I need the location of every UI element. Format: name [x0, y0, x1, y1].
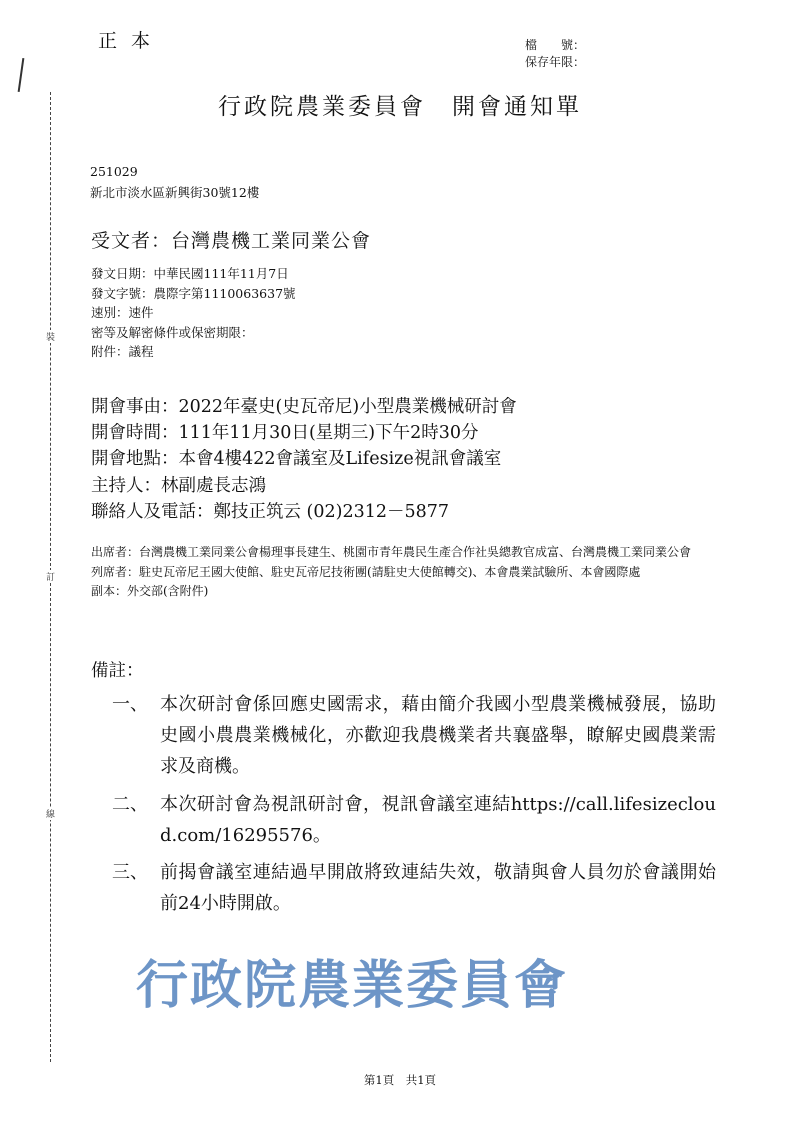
notes-title: 備註：: [91, 661, 144, 681]
note-item: [112, 789, 716, 851]
note-text: 本次研討會為視訊研討會，視訊會議室連結https://call.lifesizecloud.com/16295576。: [160, 794, 716, 846]
meeting-contact: 聯絡人及電話：鄭技正筑云 (02)2312－5877: [91, 501, 450, 522]
document-meta: [91, 264, 296, 362]
binding-label-bottom: 線: [44, 807, 57, 820]
present-list: 台灣農機工業同業公會楊理事長建生、桃園市青年農民生產合作社吳總教官成富、台灣農機工業同業公會: [139, 545, 692, 559]
observers-row: [91, 563, 711, 583]
document-number: 發文字號：農際字第1110063637號: [91, 285, 296, 301]
issue-date: 發文日期：中華民國111年11月7日: [91, 266, 289, 281]
note-item: [112, 857, 716, 919]
note-number: 一、: [112, 694, 148, 715]
street-address: 新北市淡水區新興街30號12樓: [90, 185, 260, 200]
attendees-block: [91, 543, 711, 602]
note-number: 三、: [112, 862, 148, 883]
note-item: [112, 689, 716, 782]
pen-mark: [18, 58, 25, 92]
file-meta: [525, 37, 585, 71]
observers-label: 列席者：: [91, 564, 140, 579]
meeting-time: 開會時間：111年11月30日(星期三)下午2時30分: [91, 423, 479, 444]
delivery-speed: 速別：速件: [91, 305, 154, 321]
meeting-subject: 開會事由：2022年臺史(史瓦帝尼)小型農業機械研討會: [91, 397, 517, 417]
observers-list: 駐史瓦帝尼王國大使館、駐史瓦帝尼技術團(請駐史大使館轉交)、本會農業試驗所、本會國際處: [139, 564, 641, 579]
binding-label-mid: 訂: [44, 570, 57, 583]
page-number: 第1頁 共1頁: [363, 1073, 437, 1087]
cc-line: 副本：外交部(含附件): [91, 584, 209, 599]
note-text: 本次研討會係回應史國需求，藉由簡介我國小型農業機械發展，協助史國小農農業機械化，亦歡迎我農機業者共襄盛舉，瞭解史國農業需求及商機。: [160, 694, 716, 777]
file-number-label: 檔 號：: [524, 38, 585, 52]
meeting-place: 開會地點：本會4樓422會議室及Lifesize視訊會議室: [91, 449, 502, 470]
binding-label-top: 裝: [44, 330, 57, 343]
document-title: 行政院農業委員會 開會通知單: [218, 94, 582, 120]
note-number: 二、: [112, 794, 148, 815]
secrecy-level: 密等及解密條件或保密期限：: [91, 324, 254, 340]
note-text: 前揭會議室連結過早開啟將致連結失效，敬請與會人員勿於會議開始前24小時開啟。: [160, 862, 716, 914]
retention-period-label: 保存年限：: [524, 55, 585, 69]
agency-stamp: 行政院農業委員會: [136, 956, 569, 1016]
present-row: [91, 543, 711, 563]
address-block: [90, 161, 259, 203]
present-label: 出席者：: [91, 545, 140, 559]
recipient: 受文者：台灣農機工業同業公會: [91, 230, 372, 252]
postal-code: 251029: [90, 164, 138, 179]
meeting-details: [91, 394, 517, 525]
copy-mark: 正本: [98, 30, 165, 52]
meeting-host: 主持人：林副處長志鴻: [91, 475, 266, 496]
attachment: 附件：議程: [91, 344, 154, 360]
